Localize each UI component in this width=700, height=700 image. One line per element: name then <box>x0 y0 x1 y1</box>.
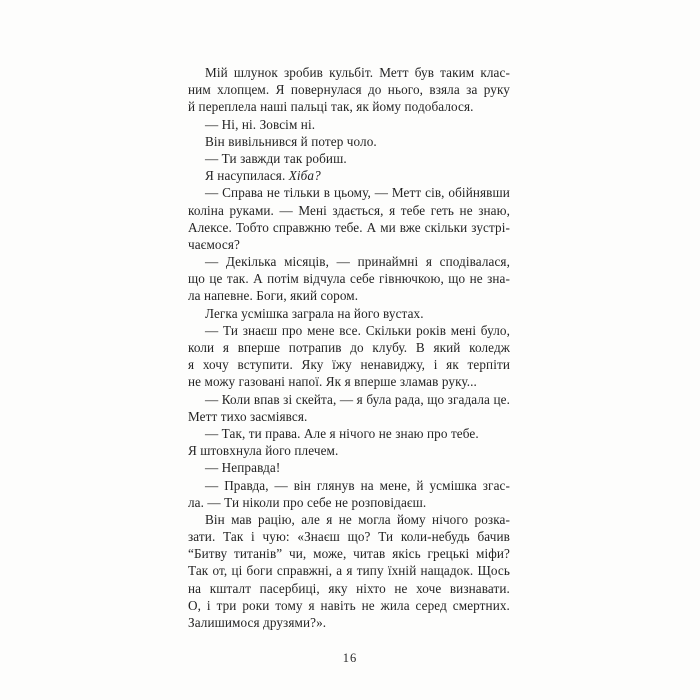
text-line: ла напевне. Боги, який сором. <box>188 288 359 304</box>
text-line: й переплела наші пальці так, як йому подобалося. <box>188 99 474 115</box>
text-line: що це так. А потім відчула себе гівнючкою, що не зна- <box>188 271 510 287</box>
text-line: Так от, ці боги справжні, а я типу їхній нащадок. Щось <box>188 563 510 579</box>
text-line: Він вивільнився й потер чоло. <box>205 133 377 149</box>
text-line: Мій шлунок зробив кульбіт. Метт був таким клас- <box>205 65 510 80</box>
text-block <box>188 64 510 631</box>
page-number: 16 <box>342 651 358 665</box>
text-line: — Декілька місяців, — принаймні я сподівалася, <box>205 254 510 270</box>
text-line: — Ти знаєш про мене все. Скільки років мені було, <box>205 322 510 338</box>
text-line: — Коли впав зі скейта, — я була рада, що згадала це. <box>205 391 510 407</box>
text-line: Метт тихо засміявся. <box>188 408 308 424</box>
text-line: ла. — Ти ніколи про себе не розповідаєш. <box>188 494 427 510</box>
text-line: ним хлопцем. Я повернулася до нього, взяла за руку <box>188 82 510 98</box>
text-line: чаємося? <box>188 236 240 252</box>
text-line: Він мав рацію, але я не могла йому нічого розка- <box>205 511 510 527</box>
text-line: — Ти завжди так робиш. <box>205 150 347 166</box>
text-line: коли я вперше потрапив до клубу. В який коледж <box>188 340 510 355</box>
text-line: на кшталт пасербиці, яку ніхто не хоче визнавати. <box>188 580 510 596</box>
text-line: Я штовхнула його плечем. <box>188 443 339 459</box>
text-line: — Так, ти права. Але я нічого не знаю про тебе. <box>205 425 479 441</box>
text-line: не можу газовані напої. Як я вперше зламав руку... <box>188 374 477 390</box>
text-line: Легка усмішка заграла на його вустах. <box>205 305 424 321</box>
text-line: Алексе. Тобто справжню тебе. А ми вже скільки зустрі- <box>188 219 510 235</box>
text-line: О, і три роки тому я навіть не жила серед смертних. <box>188 597 510 613</box>
text-line: — Ні, ні. Зовсім ні. <box>205 116 316 132</box>
text-line: — Справа не тільки в цьому, — Метт сів, обійнявши <box>205 185 510 201</box>
text-line: — Правда, — він глянув на мене, й усмішка згас- <box>205 477 510 493</box>
text-line: я хочу вступити. Яку їжу ненавиджу, і як терпіти <box>188 357 510 373</box>
text-line: “Битву титанів” чи, може, читав якісь грецькі міфи? <box>188 546 510 562</box>
text-line: — Неправда! <box>205 460 281 476</box>
text-line: Залишимося друзями?». <box>188 615 327 630</box>
text-line: зати. Так і чую: «Знаєш що? Ти коли-небудь бачив <box>188 529 510 545</box>
text-line: Я насупилася. Хіба? <box>205 168 321 184</box>
text-line: коліна руками. — Мені здається, я тебе геть не знаю, <box>188 202 510 218</box>
